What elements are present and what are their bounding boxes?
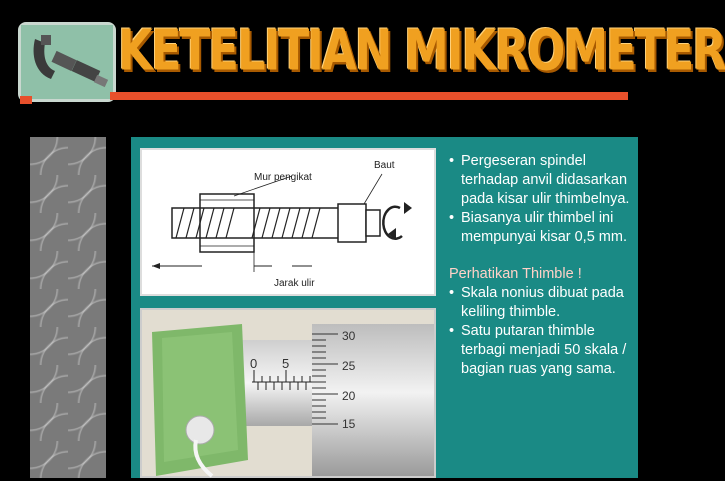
thimble-notice: Perhatikan Thimble ! [449,266,582,282]
slide-title: KETELITIAN MIKROMETER [118,17,725,84]
bullet-item: • Biasanya ulir thimbel ini mempunyai kisar 0,5 mm. [449,209,635,247]
explanation-text [449,152,635,379]
pitch-label: Jarak ulir [274,278,315,289]
thimble-number-15: 15 [342,417,356,431]
bullet-item: • Skala nonius dibuat pada keliling thimble. [449,284,635,322]
bolt-label: Baut [374,160,395,171]
bullet-list-1 [449,152,635,247]
bullet-item: • Satu putaran thimble terbagi menjadi 50 skala / bagian ruas yang sama. [449,322,635,379]
title-underline [110,92,628,100]
micrometer-logo [18,22,116,102]
decorative-pattern-column [30,137,106,478]
thread-diagram [140,148,436,296]
thimble-photo [140,308,436,478]
thimble-number-30: 30 [342,329,356,343]
left-accent-bar [20,96,32,104]
bullet-list-2 [449,284,635,379]
sleeve-number-0: 0 [250,356,258,371]
micrometer-icon [21,25,113,99]
bullet-item: • Pergeseran spindel terhadap anvil didasarkan pada kisar ulir thimbelnya. [449,152,635,209]
thimble-number-25: 25 [342,359,356,373]
thimble-number-20: 20 [342,389,356,403]
nut-label: Mur pengikat [254,172,312,183]
sleeve-number-5: 5 [282,356,290,371]
